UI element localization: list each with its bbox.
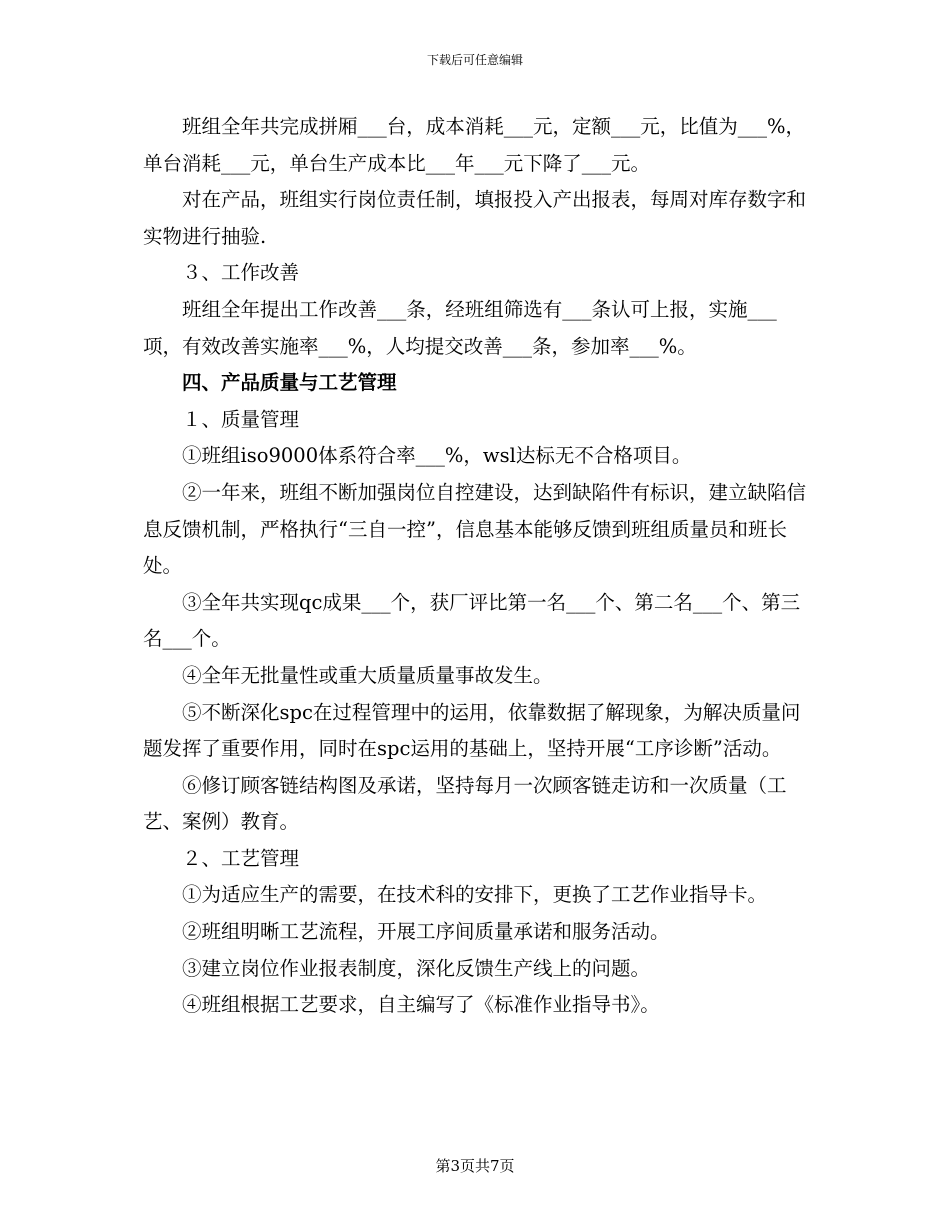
list-item-quality-4: ④全年无批量性或重大质量质量事故发生。	[182, 663, 553, 687]
list-item-quality-5: ⑤不断深化spc在过程管理中的运用，依靠数据了解现象，为解决质量问题发挥了重要作用，同时在spc运用的基础上，坚持开展“工序诊断”活动。	[143, 700, 801, 761]
page-footer: 第3页共7页	[435, 1157, 515, 1175]
subheading-process-management: ２、工艺管理	[182, 846, 300, 870]
list-item-quality-3: ③全年共实现qc成果___个，获厂评比第一名___个、第二名___个、第三名___个。	[143, 590, 801, 651]
subheading-quality-management: １、质量管理	[182, 407, 300, 431]
document-body	[143, 109, 807, 1024]
list-item-process-1: ①为适应生产的需要，在技术科的安排下，更换了工艺作业指导卡。	[182, 883, 768, 907]
paragraph-in-process-products: 对在产品，班组实行岗位责任制，填报投入产出报表，每周对库存数字和实物进行抽验.	[143, 188, 807, 248]
list-item-process-4: ④班组根据工艺要求，自主编写了《标准作业指导书》。	[182, 993, 660, 1017]
list-item-process-2: ②班组明晰工艺流程，开展工序间质量承诺和服务活动。	[182, 920, 670, 944]
section-heading-quality-process: 四、产品质量与工艺管理	[182, 371, 397, 395]
paragraph-improvement-stats: 班组全年提出工作改善___条，经班组筛选有___条认可上报，实施___项，有效改善实施率___%，人均提交改善___条，参加率___%。	[143, 297, 777, 358]
list-item-quality-2: ②一年来，班组不断加强岗位自控建设，达到缺陷件有标识，建立缺陷信息反馈机制，严格执行“三自一控”，信息基本能够反馈到班组质量员和班长处。	[143, 480, 807, 578]
paragraph-assembly-summary: 班组全年共完成拼厢___台，成本消耗___元，定额___元，比值为___%，单台消耗___元，单台生产成本比___年___元下降了___元。	[143, 115, 806, 175]
list-item-quality-1: ①班组iso9000体系符合率___%，wsl达标无不合格项目。	[182, 444, 692, 468]
list-item-quality-6: ⑥修订顾客链结构图及承诺，坚持每月一次顾客链走访和一次质量（工艺、案例）教育。	[143, 773, 787, 834]
page-header: 下载后可任意编辑	[426, 53, 523, 67]
list-item-process-3: ③建立岗位作业报表制度，深化反馈生产线上的问题。	[182, 956, 651, 980]
subheading-work-improvement: ３、工作改善	[182, 261, 300, 285]
